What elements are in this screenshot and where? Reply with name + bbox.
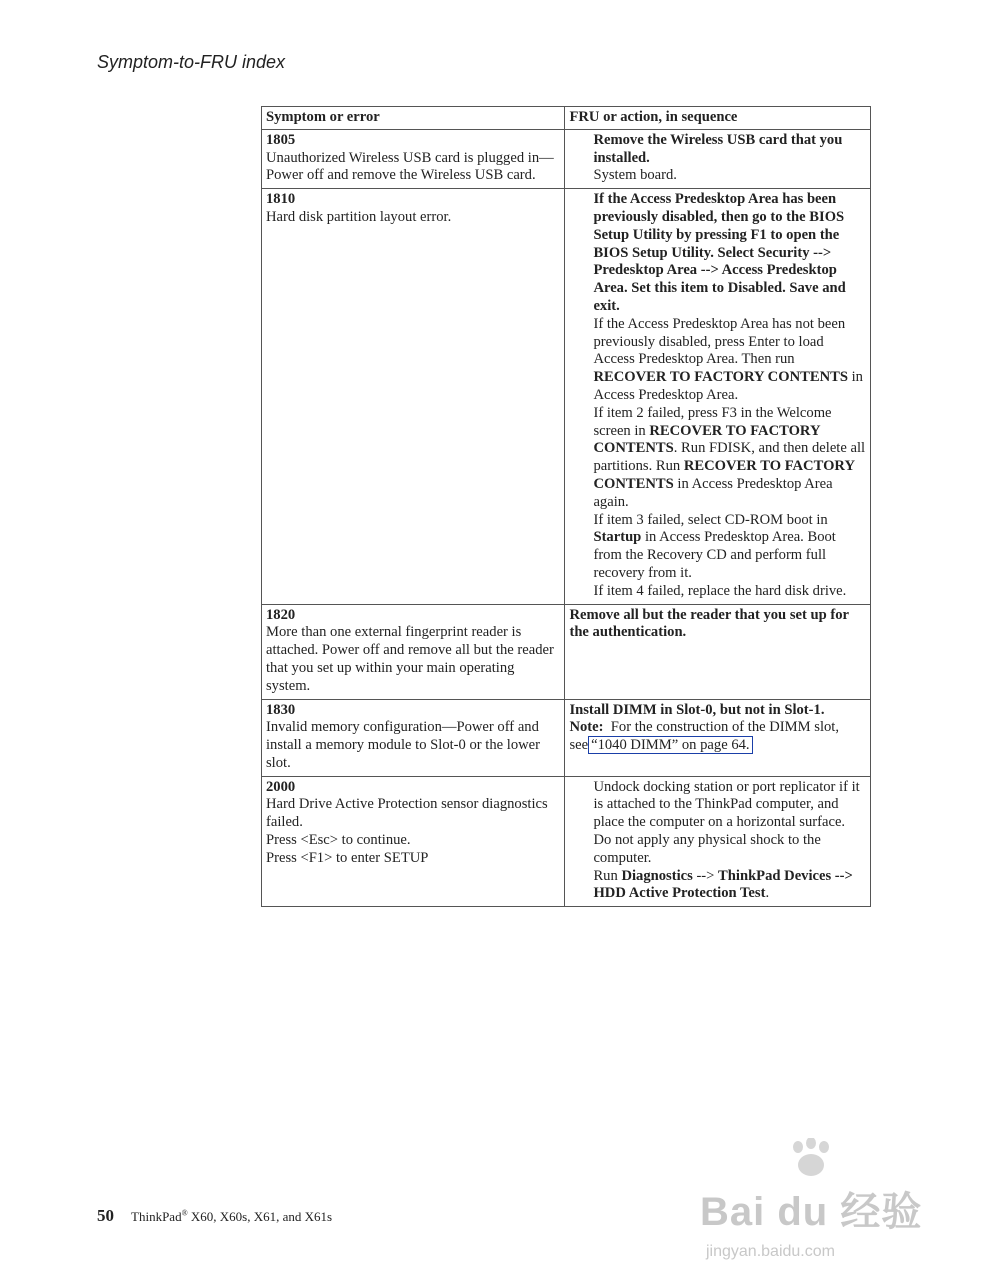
watermark-logo: Bai du 经验 <box>700 1190 923 1234</box>
page-number: 50 <box>97 1206 114 1225</box>
action-steps <box>569 779 866 904</box>
bold-text: RECOVER TO FACTORY CONTENTS <box>593 422 820 457</box>
error-code: 1810 <box>266 191 296 208</box>
table-row <box>262 699 871 776</box>
paw-icon <box>788 1138 834 1178</box>
symptom-text: Hard Drive Active Protection sensor diagnostics failed. <box>266 796 548 831</box>
header-fru: FRU or action, in sequence <box>565 107 871 130</box>
text-segment: System board. <box>593 167 677 184</box>
symptom-text: Invalid memory configuration—Power off and install a memory module to Slot-0 or the lower slot. <box>266 719 540 771</box>
text-segment: If the Access Predesktop Area has not been previously disabled, press Enter to load Access Predesktop Area. Then run <box>593 315 846 368</box>
dimm-page-link[interactable]: “1040 DIMM” on page 64. <box>588 736 752 754</box>
action-step <box>593 167 866 185</box>
symptom-cell <box>262 189 565 604</box>
fru-action-cell <box>565 129 871 188</box>
bold-text: If the Access Predesktop Area has been previously disabled, then go to the BIOS Setup Utility by pressing F1 to open the BIOS Setup Utility. Select Security --> Predesktop Area --> Access Predesktop Area. Set this item to Disabled. Save and exit. <box>593 191 846 314</box>
note <box>569 719 866 755</box>
page-footer <box>97 1206 332 1226</box>
symptom-cell <box>262 776 565 907</box>
bold-text: ThinkPad Devices --> HDD Active Protection Test <box>593 867 853 902</box>
watermark-url: jingyan.baidu.com <box>706 1243 835 1260</box>
bold-text: Remove all but the reader that you set up for the authentication. <box>569 606 849 641</box>
text-segment: If item 2 failed, press F3 in the Welcome screen in <box>593 404 832 439</box>
symptom-cell <box>262 129 565 188</box>
symptom-cell <box>262 699 565 776</box>
text-segment: in Access Predesktop Area. <box>593 369 863 403</box>
note-label: Note: <box>569 719 604 736</box>
action-step <box>593 868 866 904</box>
bold-text: Remove the Wireless USB card that you installed. <box>593 131 843 166</box>
action-step <box>593 512 866 583</box>
table-row <box>262 604 871 699</box>
text-segment: --> <box>692 867 719 884</box>
action-steps <box>569 132 866 185</box>
action-step <box>593 405 866 512</box>
action-steps <box>569 191 866 600</box>
table-row <box>262 129 871 188</box>
bold-text: RECOVER TO FACTORY CONTENTS <box>593 369 848 386</box>
action-step <box>593 132 866 168</box>
text-segment: Run <box>593 867 622 884</box>
error-code: 1820 <box>266 606 296 623</box>
text-segment: in Access Predesktop Area. Boot from the Recovery CD and perform full recovery from it. <box>593 529 836 581</box>
header-symptom: Symptom or error <box>262 107 565 130</box>
error-code: 1830 <box>266 701 296 718</box>
text-segment: . <box>765 885 770 902</box>
bold-text: Startup <box>593 529 642 546</box>
symptom-text: More than one external fingerprint reader is attached. Power off and remove all but the reader that you set up within your main operating system. <box>266 624 554 694</box>
symptom-text: Unauthorized Wireless USB card is plugged in—Power off and remove the Wireless USB card. <box>266 149 554 184</box>
symptom-text: Press <F1> to enter SETUP <box>266 849 429 866</box>
fru-action-cell <box>565 776 871 907</box>
action-text <box>569 607 866 643</box>
action-step <box>593 316 866 405</box>
action-step <box>593 583 866 601</box>
fru-action-cell <box>565 604 871 699</box>
symptom-text: Hard disk partition layout error. <box>266 208 452 225</box>
running-head: Symptom-to-FRU index <box>97 52 286 72</box>
symptom-text: Press <Esc> to continue. <box>266 832 411 849</box>
action-step <box>593 191 866 316</box>
text-segment: . Run FDISK, and then delete all partitions. Run <box>593 440 866 475</box>
error-code: 2000 <box>266 778 296 795</box>
footer-models: X60, X60s, X61, and X61s <box>187 1209 333 1224</box>
bold-text: Diagnostics <box>621 867 693 884</box>
footer-product: ThinkPad <box>131 1209 182 1224</box>
note-text: For the construction of the DIMM slot, see <box>569 719 840 754</box>
text-segment: Undock docking station or port replicator if it is attached to the ThinkPad computer, and place the computer on a horizontal surface. Do not apply any physical shock to the computer. <box>593 778 860 866</box>
table-body <box>262 129 871 906</box>
bold-text: RECOVER TO FACTORY CONTENTS <box>593 458 855 492</box>
fru-action-cell <box>565 699 871 776</box>
symptom-fru-table <box>261 106 871 907</box>
table-row <box>262 776 871 907</box>
text-segment: in Access Predesktop Area again. <box>593 475 833 510</box>
table-row <box>262 189 871 604</box>
table-header-row <box>262 107 871 130</box>
registered-mark: ® <box>181 1208 188 1218</box>
bold-text: Install DIMM in Slot-0, but not in Slot-1. <box>569 701 825 718</box>
action-step <box>593 779 866 868</box>
action-text <box>569 702 866 720</box>
text-segment: If item 3 failed, select CD-ROM boot in <box>593 511 828 528</box>
symptom-cell <box>262 604 565 699</box>
baidu-watermark <box>700 1150 930 1260</box>
error-code: 1805 <box>266 131 296 148</box>
fru-action-cell <box>565 189 871 604</box>
text-segment: If item 4 failed, replace the hard disk drive. <box>593 582 847 599</box>
